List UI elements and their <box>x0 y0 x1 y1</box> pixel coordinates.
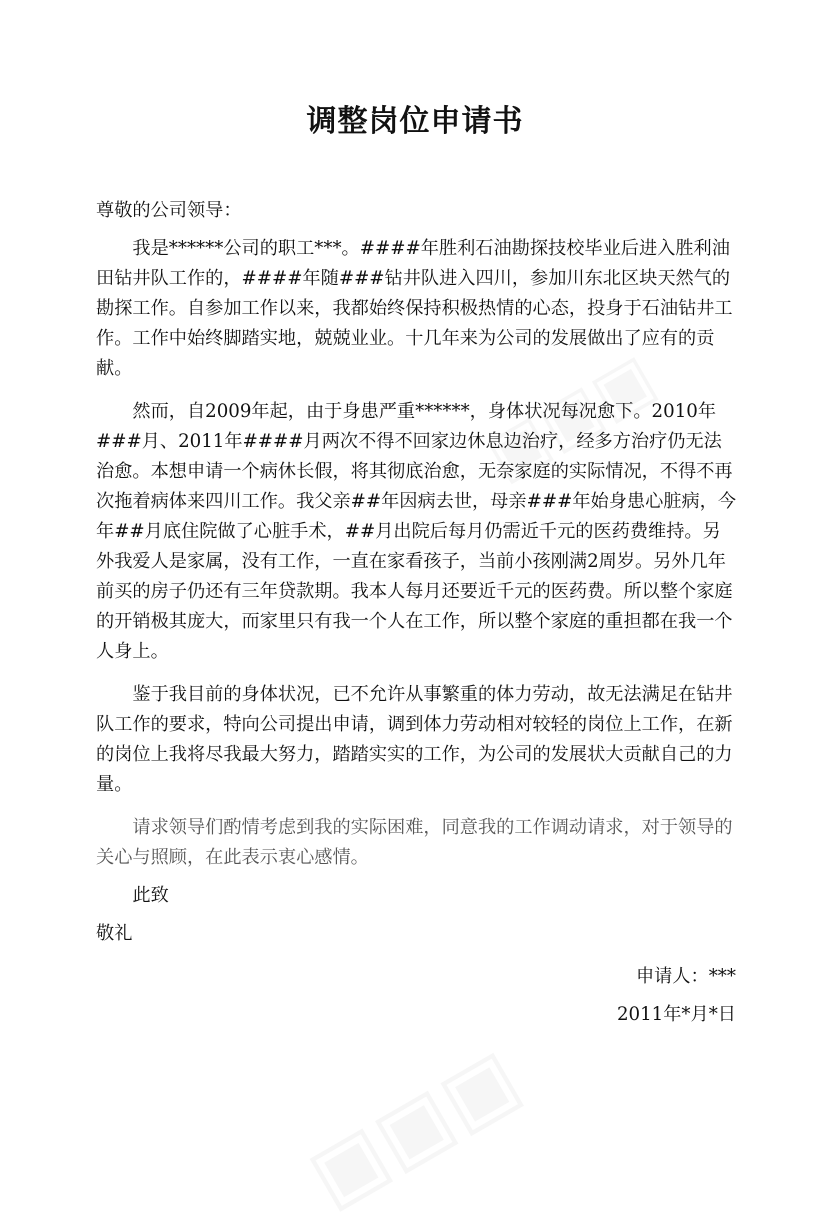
applicant-signature: 申请人：*** <box>635 966 736 987</box>
document-title: 调整岗位申请书 <box>306 104 524 139</box>
salutation: 尊敬的公司领导： <box>96 200 242 221</box>
paragraph-1: 我是******公司的职工***。####年胜利石油勘探技校毕业后进入胜利油田钻井队工作的，####年随###钻井队进入四川，参加川东北区块天然气的勘探工作。自参加工作以来，我都始终保持积极热情的心态，投身于石油钻井工作。工作中始终脚踏实地，兢兢业业。十几年来为公司的发展做出了应有的贡献。 <box>96 238 733 379</box>
paragraph-2: 然而，自2009年起，由于身患严重******，身体状况每况愈下。2010年###月、2011年####月两次不得不回家边休息边治疗，经多方治疗仍无法治愈。本想申请一个病休长假，将其彻底治愈，无奈家庭的实际情况，不得不再次拖着病体来四川工作。我父亲##年因病去世，母亲###年始身患心脏病，今年##月底住院做了心脏手术，##月出院后每月仍需近千元的医药费维持。另外我爱人是家属，没有工作，一直在家看孩子，当前小孩刚满2周岁。另外几年前买的房子仍还有三年贷款期。我本人每月还要近千元的医药费。所以整个家庭的开销极其庞大，而家里只有我一个人在工作，所以整个家庭的重担都在我一个人身上。 <box>96 401 737 662</box>
closing-line-1: 此致 <box>132 885 169 906</box>
closing-line-2: 敬礼 <box>96 923 133 944</box>
paragraph-4: 请求领导们酌情考虑到我的实际困难，同意我的工作调动请求，对于领导的关心与照顾，在此表示衷心感情。 <box>96 817 733 868</box>
watermark-logo <box>292 1030 535 1223</box>
paragraph-3: 鉴于我目前的身体状况，已不允许从事繁重的体力劳动，故无法满足在钻井队工作的要求，特向公司提出申请，调到体力劳动相对较轻的岗位上工作，在新的岗位上我将尽我最大努力，踏踏实实的工作，为公司的发展状大贡献自己的力量。 <box>96 684 733 795</box>
document-date: 2011年*月*日 <box>616 1004 736 1025</box>
document-body <box>96 196 736 1030</box>
